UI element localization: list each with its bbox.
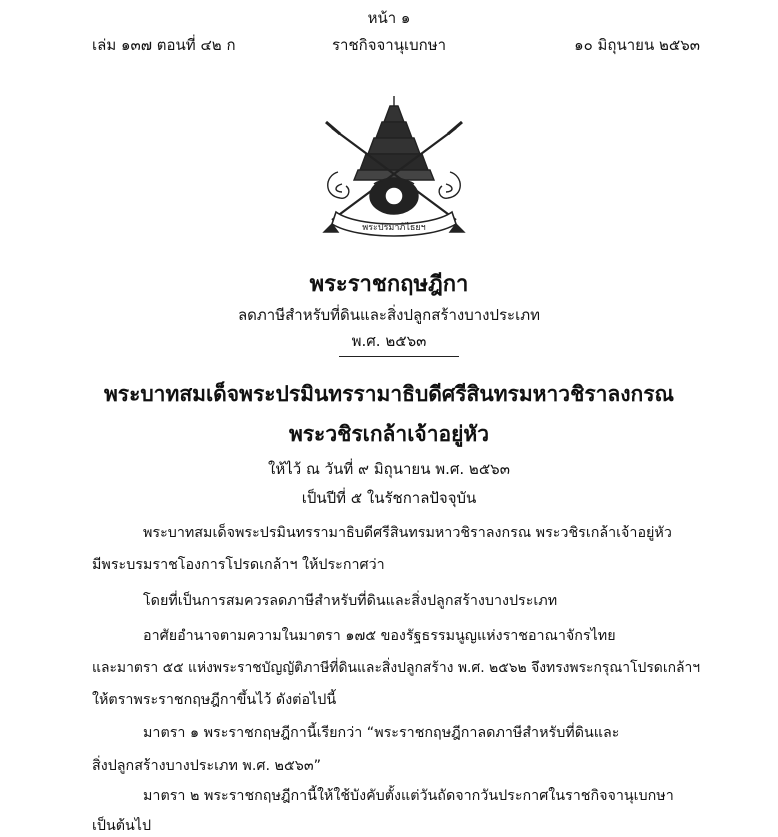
body-line: มีพระบรมราชโองการโปรดเกล้าฯ ให้ประกาศว่า	[92, 557, 385, 573]
section-1-line: สิ่งปลูกสร้างบางประเภท พ.ศ. ๒๕๖๓”	[92, 758, 322, 774]
section-2-line: มาตรา ๒ พระราชกฤษฎีกานี้ให้ใช้บังคับตั้งแต่วันถัดจากวันประกาศในราชกิจจานุเบกษา	[143, 788, 674, 804]
reign-year: เป็นปีที่ ๕ ในรัชกาลปัจจุบัน	[301, 489, 477, 507]
king-name-line-1: พระบาทสมเด็จพระปรมินทรรามาธิบดีศรีสินทรมหาวชิราลงกรณ	[103, 382, 675, 406]
page-number: หน้า ๑	[367, 9, 411, 27]
royal-emblem-icon	[318, 92, 470, 252]
body-line: อาศัยอำนาจตามความในมาตรา ๑๗๕ ของรัฐธรรมนูญแห่งราชอาณาจักรไทย	[143, 628, 616, 644]
king-name-line-2: พระวชิรเกล้าเจ้าอยู่หัว	[288, 422, 490, 446]
decree-subtitle: ลดภาษีสำหรับที่ดินและสิ่งปลูกสร้างบางประเภท	[237, 306, 540, 324]
royal-emblem-drawing	[318, 92, 470, 252]
title-divider	[339, 356, 459, 357]
body-line: และมาตรา ๕๕ แห่งพระราชบัญญัติภาษีที่ดินและสิ่งปลูกสร้าง พ.ศ. ๒๕๖๒ จึงทรงพระกรุณาโปรดเกล้าฯ	[92, 660, 701, 676]
publish-date: ๑๐ มิถุนายน ๒๕๖๓	[574, 36, 700, 54]
body-line: พระบาทสมเด็จพระปรมินทรรามาธิบดีศรีสินทรมหาวชิราลงกรณ พระวชิรเกล้าเจ้าอยู่หัว	[143, 525, 672, 541]
emblem-ribbon-text: พระปรมาภิไธยฯ	[362, 223, 426, 233]
body-line: ให้ตราพระราชกฤษฎีกาขึ้นไว้ ดังต่อไปนี้	[92, 692, 337, 708]
section-2-line: เป็นต้นไป	[92, 818, 152, 834]
decree-title: พระราชกฤษฎีกา	[309, 272, 469, 297]
volume-issue: เล่ม ๑๓๗ ตอนที่ ๔๒ ก	[92, 36, 236, 54]
section-1-line: มาตรา ๑ พระราชกฤษฎีกานี้เรียกว่า “พระราชกฤษฎีกาลดภาษีสำหรับที่ดินและ	[143, 725, 620, 741]
body-line: โดยที่เป็นการสมควรลดภาษีสำหรับที่ดินและสิ่งปลูกสร้างบางประเภท	[143, 593, 558, 609]
decree-year: พ.ศ. ๒๕๖๓	[351, 332, 427, 350]
given-date: ให้ไว้ ณ วันที่ ๙ มิถุนายน พ.ศ. ๒๕๖๓	[268, 460, 510, 478]
gazette-name: ราชกิจจานุเบกษา	[331, 36, 447, 54]
